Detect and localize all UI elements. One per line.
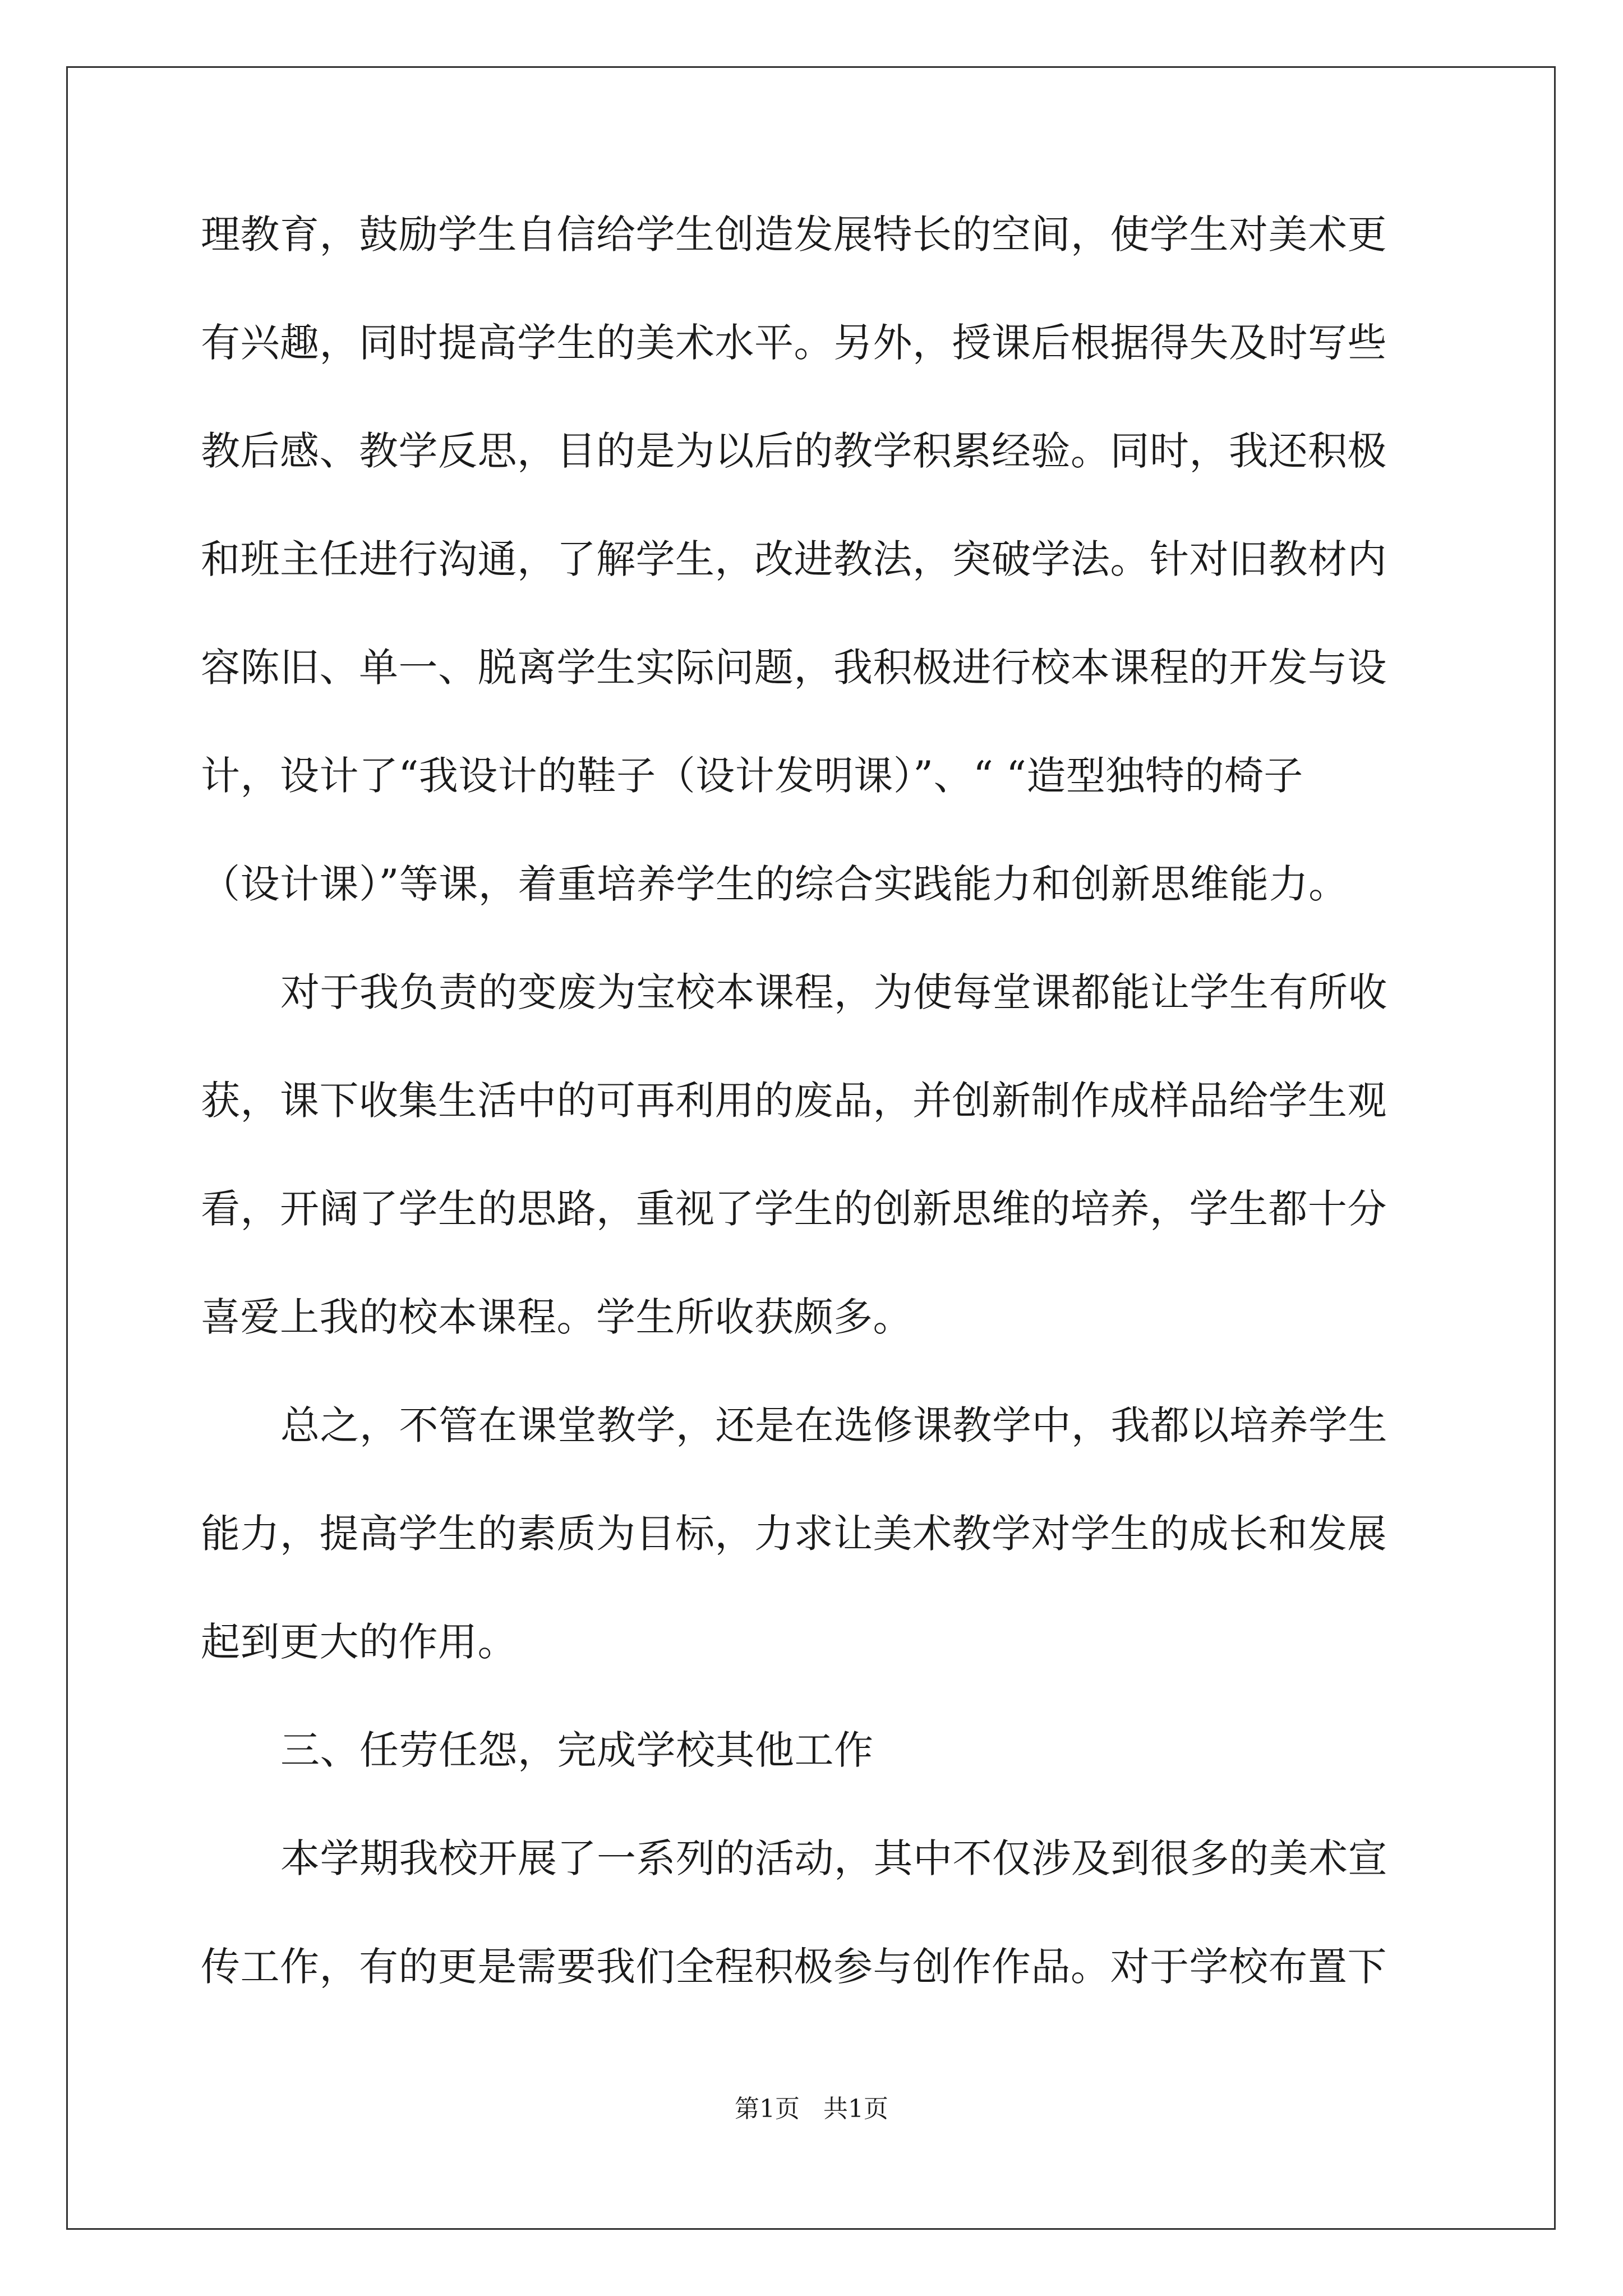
text-line: 对于我负责的变废为宝校本课程，为使每堂课都能让学生有所收 [280, 969, 1387, 1015]
page-number: 第1页 [735, 2095, 800, 2123]
text-line: 总之，不管在课堂教学，还是在选修课教学中，我都以培养学生 [280, 1402, 1387, 1448]
text-line: 本学期我校开展了一系列的活动，其中不仅涉及到很多的美术宣 [280, 1835, 1387, 1881]
text-line: 传工作，有的更是需要我们全程积极参与创作作品。对于学校布置下 [201, 1944, 1387, 1990]
text-line: 理教育，鼓励学生自信给学生创造发展特长的空间，使学生对美术更 [201, 211, 1387, 257]
text-line: 起到更大的作用。 [201, 1619, 517, 1665]
footer-separator [800, 2095, 823, 2123]
text-line: 计，设计了“我设计的鞋子（设计发明课）”、“ “造型独特的椅子 [201, 753, 1303, 799]
text-line: 容陈旧、单一、脱离学生实际问题，我积极进行校本课程的开发与设 [201, 645, 1387, 691]
text-line: 三、任劳任怨，完成学校其他工作 [280, 1727, 874, 1773]
text-line: 看，开阔了学生的思路，重视了学生的创新思维的培养，学生都十分 [201, 1186, 1387, 1232]
document-body [201, 208, 1435, 2048]
text-line: （设计课）”等课，着重培养学生的综合实践能力和创新思维能力。 [201, 861, 1348, 907]
text-line: 获，课下收集生活中的可再利用的废品，并创新制作成样品给学生观 [201, 1078, 1387, 1124]
page-footer [0, 2092, 1623, 2126]
text-line: 和班主任进行沟通，了解学生，改进教法，突破学法。针对旧教材内 [201, 536, 1387, 582]
text-line: 能力，提高学生的素质为目标，力求让美术教学对学生的成长和发展 [201, 1511, 1387, 1557]
total-pages: 共1页 [823, 2095, 888, 2123]
text-line: 喜爱上我的校本课程。学生所收获颇多。 [201, 1294, 912, 1340]
text-line: 教后感、教学反思，目的是为以后的教学积累经验。同时，我还积极 [201, 428, 1387, 474]
text-line: 有兴趣，同时提高学生的美术水平。另外，授课后根据得失及时写些 [201, 320, 1387, 366]
